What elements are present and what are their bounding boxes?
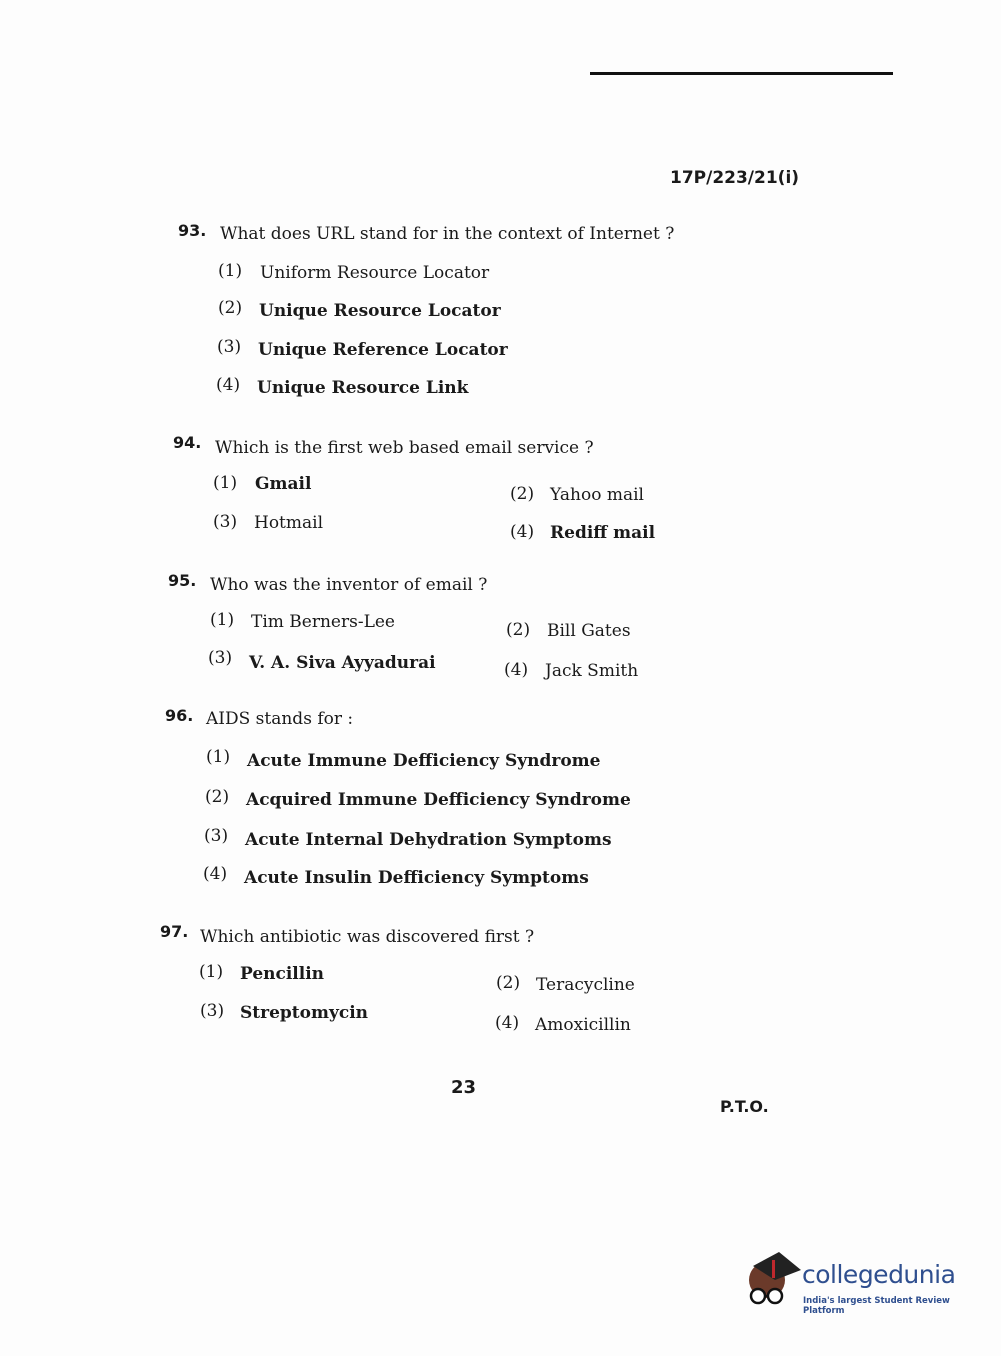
question-text: Which is the first web based email service ?: [215, 438, 594, 458]
option-number: (3): [217, 337, 242, 357]
option-text: Unique Resource Link: [257, 378, 469, 398]
option-text: Amoxicillin: [535, 1015, 631, 1035]
option-text: Acute Insulin Defficiency Symptoms: [244, 868, 589, 888]
option-text: Acquired Immune Defficiency Syndrome: [246, 790, 631, 810]
collegedunia-watermark: [745, 1250, 975, 1320]
option-text: Yahoo mail: [550, 485, 644, 505]
question-number: 96.: [165, 706, 194, 725]
option-text: Tim Berners-Lee: [251, 612, 395, 632]
question-number: 95.: [168, 571, 197, 590]
option-number: (3): [204, 826, 229, 846]
option-text: V. A. Siva Ayyadurai: [249, 653, 436, 673]
option-text: Unique Resource Locator: [259, 301, 501, 321]
option-number: (3): [213, 512, 238, 532]
pto-label: P.T.O.: [720, 1097, 769, 1116]
option-number: (3): [208, 648, 233, 668]
question-number: 93.: [178, 221, 207, 240]
option-number: (4): [504, 660, 529, 680]
option-number: (2): [506, 620, 531, 640]
option-number: (4): [216, 375, 241, 395]
top-rule: [590, 72, 893, 75]
option-number: (1): [199, 962, 224, 982]
option-text: Teracycline: [536, 975, 635, 995]
option-text: Uniform Resource Locator: [260, 263, 490, 283]
option-number: (1): [218, 261, 243, 281]
option-text: Streptomycin: [240, 1003, 369, 1023]
option-text: Pencillin: [240, 964, 325, 984]
option-number: (2): [496, 973, 521, 993]
option-text: Jack Smith: [545, 661, 639, 681]
brand-name: collegedunia: [802, 1260, 956, 1289]
option-text: Hotmail: [254, 513, 324, 533]
option-text: Gmail: [255, 474, 312, 494]
option-text: Acute Immune Defficiency Syndrome: [247, 751, 601, 771]
question-number: 94.: [173, 433, 202, 452]
brand-tagline: India's largest Student Review Platform: [803, 1296, 950, 1316]
option-number: (1): [213, 473, 238, 493]
option-number: (4): [203, 864, 228, 884]
option-text: Acute Internal Dehydration Symptoms: [245, 830, 612, 850]
option-text: Bill Gates: [547, 621, 631, 641]
option-number: (4): [510, 522, 535, 542]
option-number: (3): [200, 1001, 225, 1021]
page-number: 23: [451, 1077, 477, 1098]
question-number: 97.: [160, 922, 189, 941]
option-text: Rediff mail: [550, 523, 656, 543]
option-text: Unique Reference Locator: [258, 340, 508, 360]
option-number: (1): [210, 610, 235, 630]
option-number: (2): [510, 484, 535, 504]
option-number: (2): [205, 787, 230, 807]
question-text: Which antibiotic was discovered first ?: [200, 927, 535, 947]
option-number: (1): [206, 747, 231, 767]
option-number: (4): [495, 1013, 520, 1033]
question-text: Who was the inventor of email ?: [210, 575, 488, 595]
mascot-icon: [745, 1252, 801, 1314]
question-text: AIDS stands for :: [206, 709, 354, 729]
option-number: (2): [218, 298, 243, 318]
paper-code: 17P/223/21(i): [670, 168, 800, 188]
question-text: What does URL stand for in the context of Internet ?: [220, 224, 675, 244]
